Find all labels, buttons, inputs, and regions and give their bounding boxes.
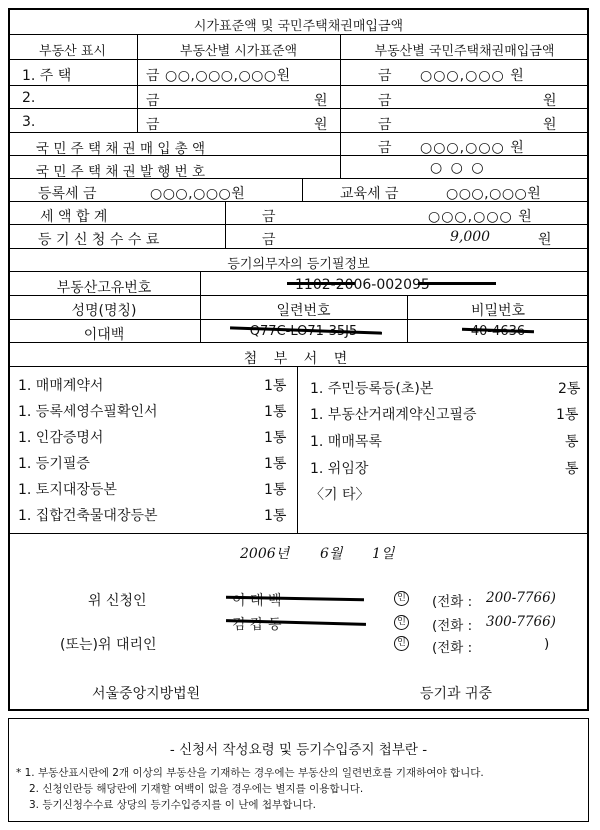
form-title: 시가표준액 및 국민주택채권매입금액	[193, 19, 404, 34]
strike-mark	[287, 282, 355, 285]
seal-mark: 인	[394, 636, 409, 651]
serial-number-value: Q77C-LO71-35J5	[249, 324, 358, 339]
property-row-label: 3.	[22, 114, 36, 130]
standard-unit: 원	[314, 93, 328, 109]
applicant-label: 위 신청인	[88, 593, 147, 609]
header-serial-number: 일련번호	[276, 303, 331, 319]
phone-label: (전화 :	[432, 618, 473, 634]
bond-prefix: 금	[378, 68, 392, 84]
applicant-name: 이 대 백	[232, 593, 282, 609]
phone-label: (전화 :	[432, 640, 473, 656]
rule	[297, 366, 298, 533]
header-password: 비밀번호	[470, 303, 526, 319]
phone-close: )	[544, 636, 550, 652]
rule	[225, 201, 226, 248]
attachment-item: 1. 등록세영수필확인서	[18, 404, 158, 420]
attachment-count: 2통	[558, 381, 581, 397]
registration-tax-label: 등록세 금	[38, 186, 97, 202]
date-day: 1일	[372, 546, 395, 562]
applicant-phone: 300-7766)	[486, 614, 556, 630]
standard-prefix: 금	[146, 93, 160, 109]
attachment-count: 1통	[264, 508, 287, 524]
bond-issue-value: ○ ○ ○	[430, 160, 486, 176]
bond-value: ○○○,○○○ 원	[420, 68, 525, 84]
registration-fee-value: 9,000	[450, 229, 491, 245]
bond-unit: 원	[543, 93, 557, 109]
note-line: * 1. 부동산표시란에 2개 이상의 부동산을 기재하는 경우에는 부동산의 일련번호를 기재하여야 합니다.	[16, 767, 484, 779]
rule	[8, 533, 589, 534]
attachment-item: 1. 부동산거래계약신고필증	[310, 407, 477, 423]
obligor-section-title: 등기의무자의 등기필정보	[227, 257, 370, 272]
applicant-name: 김 갑 동	[232, 617, 282, 633]
seal-mark: 인	[394, 591, 409, 606]
attachment-count: 1통	[264, 378, 287, 394]
tax-total-label: 세 액 합 계	[40, 209, 108, 225]
attachment-item: 1. 토지대장등본	[18, 482, 117, 498]
rule	[8, 108, 589, 109]
bond-prefix: 금	[378, 117, 392, 133]
attachment-item: 1. 매매목록	[310, 434, 382, 450]
attachment-item: 1. 집합건축물대장등본	[18, 508, 158, 524]
applicant-phone: 200-7766)	[486, 590, 556, 606]
note-line: 2. 신청인란등 해당란에 기재할 여백이 없을 경우에는 별지를 이용합니다.	[29, 783, 364, 795]
unique-number-label: 부동산고유번호	[56, 280, 152, 296]
education-tax-value: ○○○,○○○원	[446, 186, 542, 202]
attachment-item: 1. 위임장	[310, 461, 369, 477]
attachment-count: 통	[565, 461, 579, 477]
attachment-count: 통	[565, 434, 579, 450]
registration-fee-unit: 원	[538, 232, 552, 248]
notes-title: - 신청서 작성요령 및 등기수입증지 첩부란 -	[169, 742, 428, 758]
registration-fee-label: 등 기 신 청 수 수 료	[38, 232, 160, 248]
standard-prefix: 금	[146, 117, 160, 133]
attachment-item: 1. 매매계약서	[18, 378, 104, 394]
rule	[302, 178, 303, 201]
attachment-item: 1. 인감증명서	[18, 430, 104, 446]
strike-mark	[418, 282, 496, 285]
property-row-label: 2.	[22, 90, 36, 106]
registration-tax-value: ○○○,○○○원	[150, 186, 246, 202]
note-line: 3. 등기신청수수료 상당의 등기수입증지를 이 난에 첩부합니다.	[29, 799, 316, 811]
attachment-count: 1통	[264, 456, 287, 472]
standard-price-value: 금 ○○,○○○,○○○원	[146, 68, 291, 84]
date-year: 2006년	[240, 546, 290, 562]
attachments-title: 첨 부 서 면	[243, 351, 354, 367]
bond-total-prefix: 금	[378, 140, 392, 156]
date-month: 6월	[320, 546, 343, 562]
header-standard-price: 부동산별 시가표준액	[179, 44, 298, 59]
bond-prefix: 금	[378, 93, 392, 109]
header-name: 성명(명칭)	[71, 303, 137, 319]
rule	[8, 85, 589, 86]
owner-name: 이대백	[83, 327, 125, 343]
password-value: 40-4636	[470, 324, 526, 339]
seal-mark: 인	[394, 615, 409, 630]
phone-label: (전화 :	[432, 594, 473, 610]
attachment-item: 1. 등기필증	[18, 456, 90, 472]
registration-fee-prefix: 금	[262, 232, 276, 248]
header-property: 부동산 표시	[39, 44, 106, 59]
rule	[8, 34, 589, 35]
bond-issue-label: 국 민 주 택 채 권 발 행 번 호	[36, 164, 206, 180]
bond-total-value: ○○○,○○○ 원	[420, 140, 525, 156]
tax-total-value: ○○○,○○○ 원	[428, 209, 533, 225]
bond-total-label: 국 민 주 택 채 권 매 입 총 액	[36, 141, 206, 157]
rule	[8, 132, 589, 133]
header-bond-amount: 부동산별 국민주택채권매입금액	[374, 44, 555, 59]
registry-office: 등기과 귀중	[420, 686, 493, 702]
court-name: 서울중앙지방법원	[92, 686, 201, 702]
attachment-other: 〈기 타〉	[310, 487, 370, 503]
attachment-count: 1통	[264, 404, 287, 420]
attachment-count: 1통	[556, 407, 579, 423]
bond-unit: 원	[543, 117, 557, 133]
attachment-count: 1통	[264, 430, 287, 446]
attachment-count: 1통	[264, 482, 287, 498]
unique-number-value: 1102-2006-002095	[295, 277, 430, 293]
rule	[8, 59, 589, 60]
agent-label: (또는)위 대리인	[60, 637, 157, 653]
standard-unit: 원	[314, 117, 328, 133]
tax-total-prefix: 금	[262, 209, 276, 225]
property-row-label: 1. 주 택	[22, 68, 72, 84]
attachment-item: 1. 주민등록등(초)본	[310, 381, 434, 397]
education-tax-label: 교육세 금	[340, 186, 399, 202]
